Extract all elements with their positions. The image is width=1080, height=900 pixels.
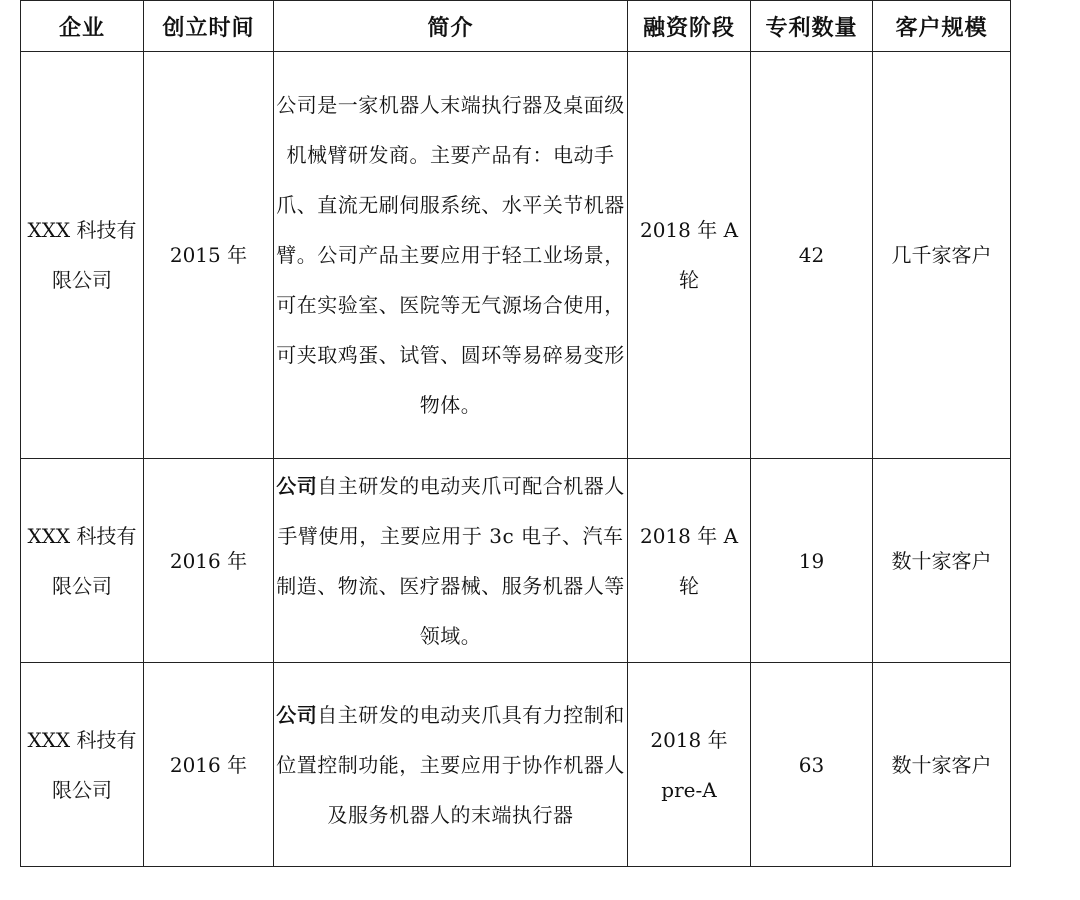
table-row [21, 459, 1011, 663]
founded-cell: 2016 年 [144, 459, 274, 663]
founded-cell: 2016 年 [144, 663, 274, 867]
table-header [21, 1, 1011, 52]
patents-cell: 42 [751, 52, 873, 459]
description-text: 自主研发的电动夹爪具有力控制和位置控制功能，主要应用于协作机器人及服务机器人的末端执行器 [276, 702, 625, 827]
description-cell [274, 663, 628, 867]
description-lead: 公司 [276, 473, 318, 498]
table-row [21, 52, 1011, 459]
header-description: 简介 [274, 1, 628, 52]
header-funding: 融资阶段 [628, 1, 751, 52]
scale-cell: 几千家客户 [873, 52, 1011, 459]
patents-cell: 19 [751, 459, 873, 663]
scale-cell: 数十家客户 [873, 663, 1011, 867]
header-founded: 创立时间 [144, 1, 274, 52]
funding-cell: 2018 年 pre-A [628, 663, 751, 867]
header-row [21, 1, 1011, 52]
description-cell [274, 459, 628, 663]
funding-cell: 2018 年 A 轮 [628, 459, 751, 663]
funding-cell: 2018 年 A 轮 [628, 52, 751, 459]
scale-cell: 数十家客户 [873, 459, 1011, 663]
header-company: 企业 [21, 1, 144, 52]
header-patents: 专利数量 [751, 1, 873, 52]
company-comparison-table [20, 0, 1011, 867]
company-name-cell: XXX 科技有限公司 [21, 663, 144, 867]
header-scale: 客户规模 [873, 1, 1011, 52]
description-text: 自主研发的电动夹爪可配合机器人手臂使用，主要应用于 3c 电子、汽车制造、物流、医疗器械、服务机器人等领域。 [276, 473, 625, 648]
founded-cell: 2015 年 [144, 52, 274, 459]
patents-cell: 63 [751, 663, 873, 867]
company-name-cell: XXX 科技有限公司 [21, 459, 144, 663]
table-row [21, 663, 1011, 867]
description-text: 公司是一家机器人末端执行器及桌面级机械臂研发商。主要产品有：电动手爪、直流无刷伺服系统、水平关节机器臂。公司产品主要应用于轻工业场景，可在实验室、医院等无气源场合使用，可夹取鸡蛋、试管、圆环等易碎易变形物体。 [276, 93, 625, 417]
table-body [21, 52, 1011, 867]
description-lead: 公司 [276, 702, 318, 727]
description-cell [274, 52, 628, 459]
company-name-cell: XXX 科技有限公司 [21, 52, 144, 459]
